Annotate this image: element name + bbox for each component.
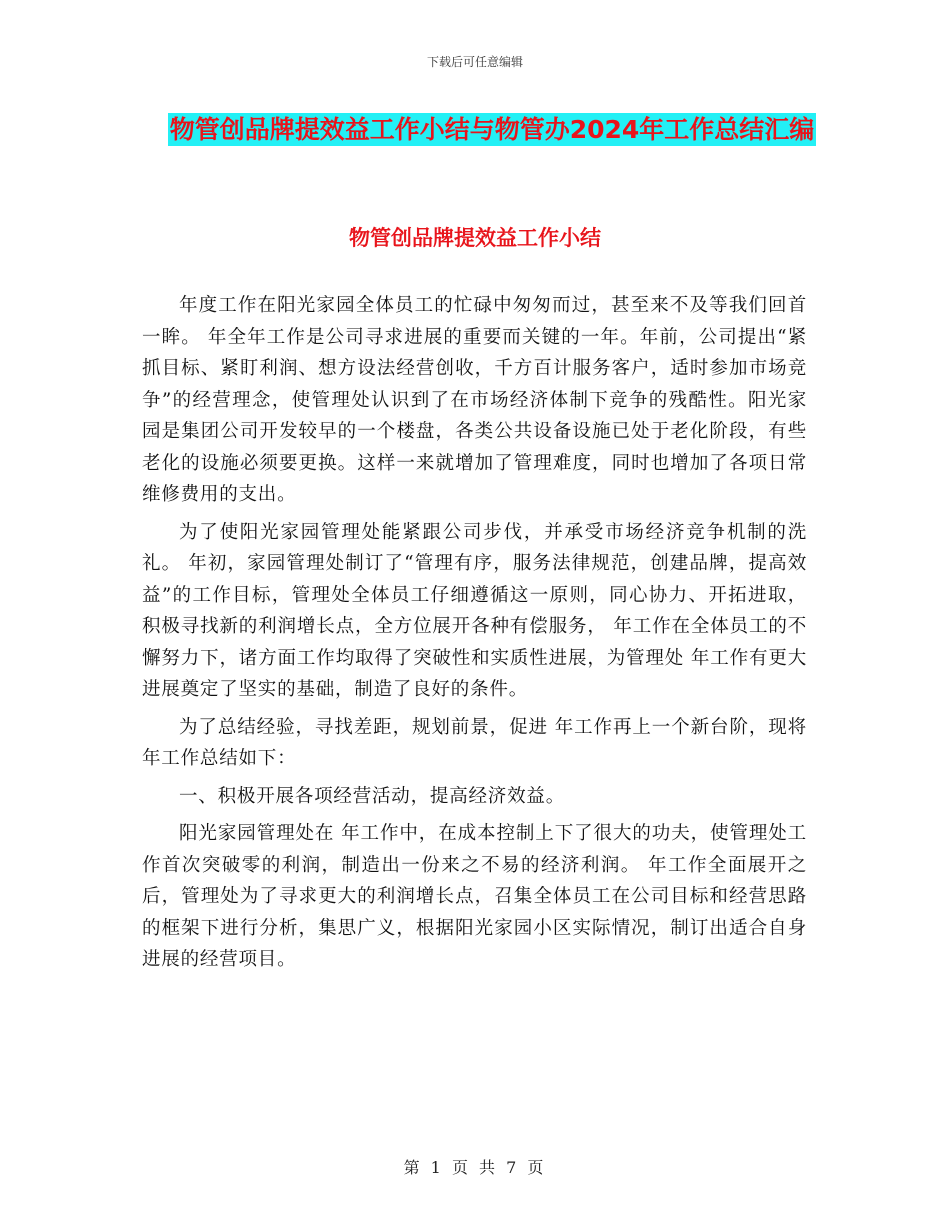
paragraph: 年度工作在阳光家园全体员工的忙碌中匆匆而过，甚至来不及等我们回首一眸。 年全年工作是公司寻求进展的重要而关键的一年。年前，公司提出“紧抓目标、紧盯利润、想方设法经营创收，千方百计服务客户，适时参加市场竞争”的经营理念，使管理处认识到了在市场经济体制下竞争的残酷性。阳光家园是集团公司开发较早的一个楼盘，各类公共设备设施已处于老化阶段，有些老化的设施必须要更换。这样一来就增加了管理难度，同时也增加了各项日常维修费用的支出。 [142,295,807,505]
document-body [142,290,807,982]
document-title [142,108,842,151]
page-number: 第 1 页 共 7 页 [403,1158,547,1177]
paragraph: 阳光家园管理处在 年工作中，在成本控制上下了很大的功夫，使管理处工作首次突破零的利润，制造出一份来之不易的经济利润。 年工作全面展开之后，管理处为了寻求更大的利润增长点，召集全体员工在公司目标和经营思路的框架下进行分析，集思广义，根据阳光家园小区实际情况，制订出适合自身进展的经营项目。 [142,823,807,970]
section-heading: 一、积极开展各项经营活动，提高经济效益。 [179,785,566,807]
section-title: 物管创品牌提效益工作小结 [349,226,601,250]
document-title-text: 物管创品牌提效益工作小结与物管办2024年工作总结汇编 [169,115,815,144]
paragraph: 为了使阳光家园管理处能紧跟公司步伐，并承受市场经济竞争机制的洗礼。 年初，家园管理处制订了“管理有序，服务法律规范，创建品牌，提高效益”的工作目标，管理处全体员工仔细遵循这一原则，同心协力、开拓进取，积极寻找新的利润增长点，全方位展开各种有偿服务， 年工作在全体员工的不懈努力下，诸方面工作均取得了突破性和实质性进展，为管理处 年工作有更大进展奠定了坚实的基础，制造了良好的条件。 [142,521,807,700]
header-note: 下载后可任意编辑 [426,55,523,69]
paragraph: 为了总结经验，寻找差距，规划前景，促进 年工作再上一个新台阶，现将 年工作总结如下： [142,716,807,769]
